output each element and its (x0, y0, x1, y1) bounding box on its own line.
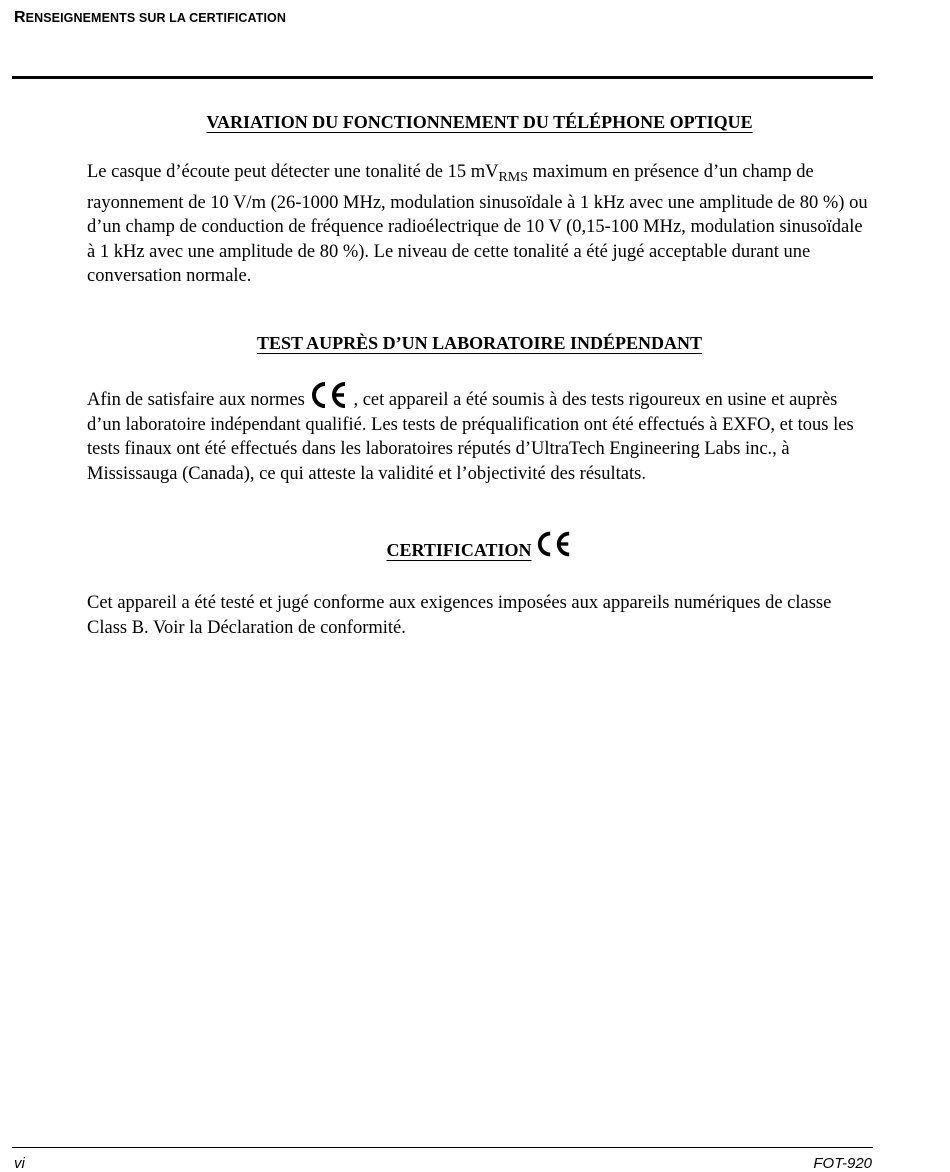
footer-doc-code: FOT-920 (813, 1155, 872, 1172)
running-header (14, 9, 286, 27)
paragraph-variation (87, 160, 872, 289)
section-heading-certification-text (386, 540, 572, 560)
section-heading-variation-text: VARIATION DU FONCTIONNEMENT DU TÉLÉPHONE OPTIQUE (206, 112, 753, 132)
running-header-initial: R (14, 9, 26, 26)
rms-subscript: RMS (498, 170, 529, 185)
ce-mark-icon (309, 381, 349, 409)
paragraph-independent-lab (87, 381, 872, 486)
section-heading-independent-lab-text: TEST AUPRÈS D’UN LABORATOIRE INDÉPENDANT (256, 333, 703, 353)
running-header-rest: ENSEIGNEMENTS SUR LA CERTIFICATION (25, 11, 287, 25)
section-heading-independent-lab (87, 333, 872, 354)
section-heading-certification (87, 530, 872, 561)
ce-mark-heading-icon (535, 530, 573, 558)
paragraph-lab-part-b: , cet appareil a été soumis à des tests rigoureux en usine et auprès d’un laboratoire indépendant qualifié. Les tests de préqualification ont été effectués à EXFO, et tous les tests finaux ont été effectués dans les laboratoires réputés d’UltraTech Engineering Labs inc., à Mississauga (Canada), ce qui atteste la validité et l’objectivité des résultats. (87, 390, 854, 484)
section-heading-variation (87, 112, 872, 133)
paragraph-variation-part-a: Le casque d’écoute peut détecter une tonalité de 15 mV (87, 162, 499, 182)
paragraph-lab-part-a: Afin de satisfaire aux normes (87, 390, 305, 410)
paragraph-certification: Cet appareil a été testé et jugé conforme aux exigences imposées aux appareils numériques de classe Class B. Voir la Déclaration de conformité. (87, 593, 832, 638)
footer-page-number: vi (14, 1155, 25, 1172)
footer-rule (12, 1147, 873, 1148)
header-rule (12, 76, 873, 79)
paragraph-variation-part-b: maximum en présence d’un champ de rayonnement de 10 V/m (26-1000 MHz, modulation sinusoïdale à 1 kHz avec une amplitude de 80 %) ou d’un champ de conduction de fréquence radioélectrique de 10 V (0,15-100 MHz, modulation sinusoïdale à 1 kHz avec une amplitude de 80 %). Le niveau de cette tonalité a été jugé acceptable durant une conversation normale. (87, 162, 868, 286)
certification-title: CERTIFICATION (386, 540, 532, 560)
